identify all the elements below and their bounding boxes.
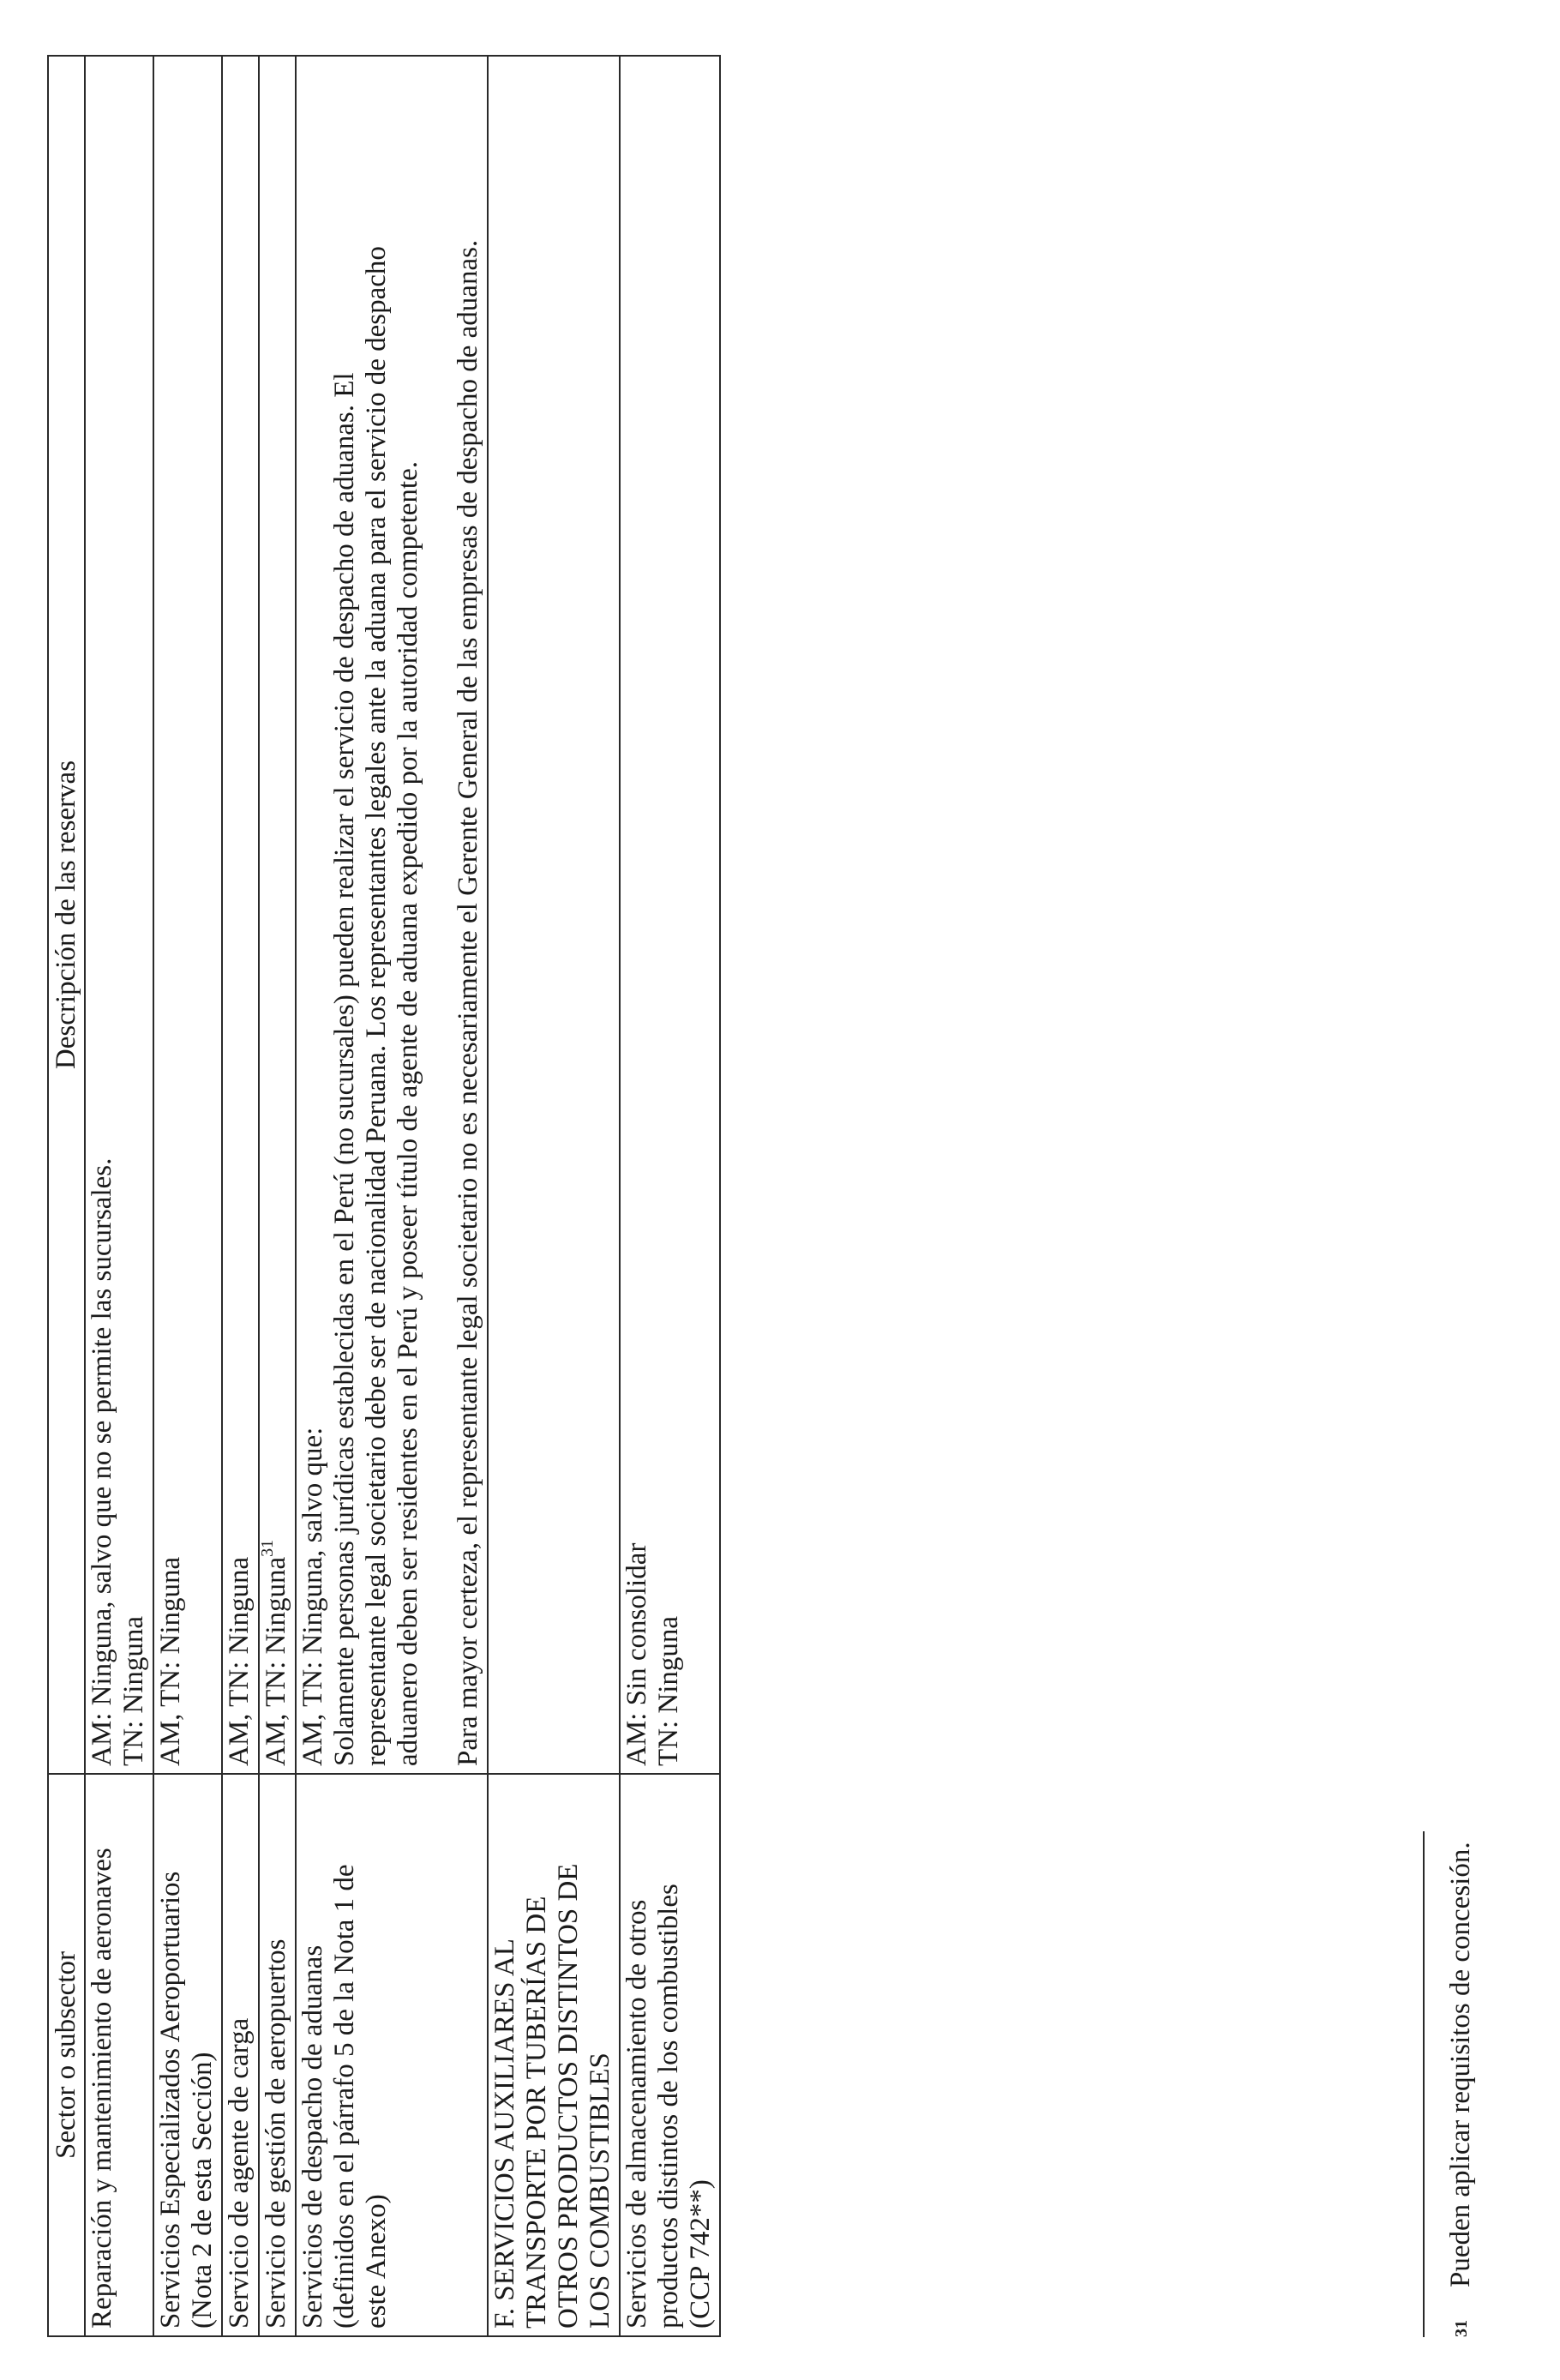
footnote-number: 31 xyxy=(1452,2320,1471,2337)
table-header-row xyxy=(48,56,85,2336)
sector-line: F. SERVICIOS AUXILIARES AL xyxy=(489,1938,521,2329)
sector-line: Servicios de almacenamiento de otros xyxy=(621,1899,653,2329)
description-line: aduanero deben ser residentes en el Perú y poseer título de agente de aduana expedido por la autoridad competente. xyxy=(392,461,423,1766)
header-sector: Sector o subsector xyxy=(48,1774,85,2336)
description-line: AM: Ninguna, salvo que no se permite las sucursales. xyxy=(86,1157,117,1766)
footnote-reference: 31 xyxy=(257,1539,277,1557)
description-cell xyxy=(85,56,153,1774)
sector-line: OTROS PRODUCTOS DISTINTOS DE xyxy=(553,1863,585,2329)
description-line: Para mayor certeza, el representante legal societario no es necesariamente el Gerente General de las empresas de despacho de aduanas. xyxy=(453,239,484,1766)
sector-line: Servicio de agente de carga xyxy=(223,2017,255,2329)
description-line: representante legal societario debe ser de nacionalidad Peruana. Los representantes legales ante la aduana para el servicio de despacho xyxy=(360,246,392,1766)
sector-cell xyxy=(222,1774,259,2336)
table-row xyxy=(153,56,222,2336)
sector-line: este Anexo) xyxy=(360,2194,392,2329)
table-row xyxy=(259,56,296,2336)
sector-cell xyxy=(296,1774,489,2336)
description-cell xyxy=(222,56,259,1774)
sector-line: TRANSPORTE POR TUBERÍAS DE xyxy=(521,1896,553,2329)
description-line: AM, TN: Ninguna xyxy=(154,1556,186,1766)
description-cell xyxy=(259,56,296,1774)
description-line: Solamente personas jurídicas establecidas en el Perú (no sucursales) pueden realizar el servicio de despacho de aduanas. El xyxy=(328,372,360,1766)
footnote-separator xyxy=(1423,1831,1425,2337)
sector-line: Servicios de despacho de aduanas xyxy=(297,1944,328,2329)
description-cell xyxy=(296,56,489,1774)
sector-cell xyxy=(85,1774,153,2336)
sector-line: (Nota 2 de esta Sección) xyxy=(186,2052,218,2329)
sector-line: (CCP 742**) xyxy=(685,2179,717,2329)
description-line: AM, TN: Ninguna, salvo que: xyxy=(297,1427,328,1766)
footnote xyxy=(1423,1051,1534,2337)
table-row xyxy=(488,56,620,2336)
sector-cell xyxy=(488,1774,620,2336)
sector-line: (definidos en el párrafo 5 de la Nota 1 de xyxy=(328,1864,360,2329)
table-row xyxy=(620,56,720,2336)
sector-cell xyxy=(259,1774,296,2336)
description-cell xyxy=(620,56,720,1774)
sector-line: LOS COMBUSTIBLES xyxy=(585,2052,616,2329)
table-body xyxy=(85,56,720,2336)
paragraph-gap xyxy=(423,63,453,1766)
sector-cell xyxy=(620,1774,720,2336)
sector-line: productos distintos de los combustibles xyxy=(653,1884,685,2329)
sector-line: Servicios Especializados Aeroportuarios xyxy=(154,1871,186,2329)
description-line: TN: Ninguna xyxy=(653,1615,685,1766)
table-row xyxy=(85,56,153,2336)
description-line: AM, TN: Ninguna xyxy=(223,1556,255,1766)
description-line: AM, TN: Ninguna xyxy=(260,1556,291,1766)
footnote-text: Pueden aplicar requisitos de concesión. xyxy=(1445,1842,1476,2287)
description-line: TN: Ninguna xyxy=(117,1615,149,1766)
table-row xyxy=(222,56,259,2336)
sector-line: Reparación y mantenimiento de aeronaves xyxy=(86,1848,117,2329)
table-row xyxy=(296,56,489,2336)
sector-line: Servicio de gestión de aeropuertos xyxy=(260,1938,291,2329)
description-line: AM: Sin consolidar xyxy=(621,1542,653,1766)
header-description: Descripción de las reservas xyxy=(48,56,85,1774)
reservations-table xyxy=(47,55,721,2337)
description-cell xyxy=(488,56,620,1774)
sector-cell xyxy=(153,1774,222,2336)
description-cell xyxy=(153,56,222,1774)
